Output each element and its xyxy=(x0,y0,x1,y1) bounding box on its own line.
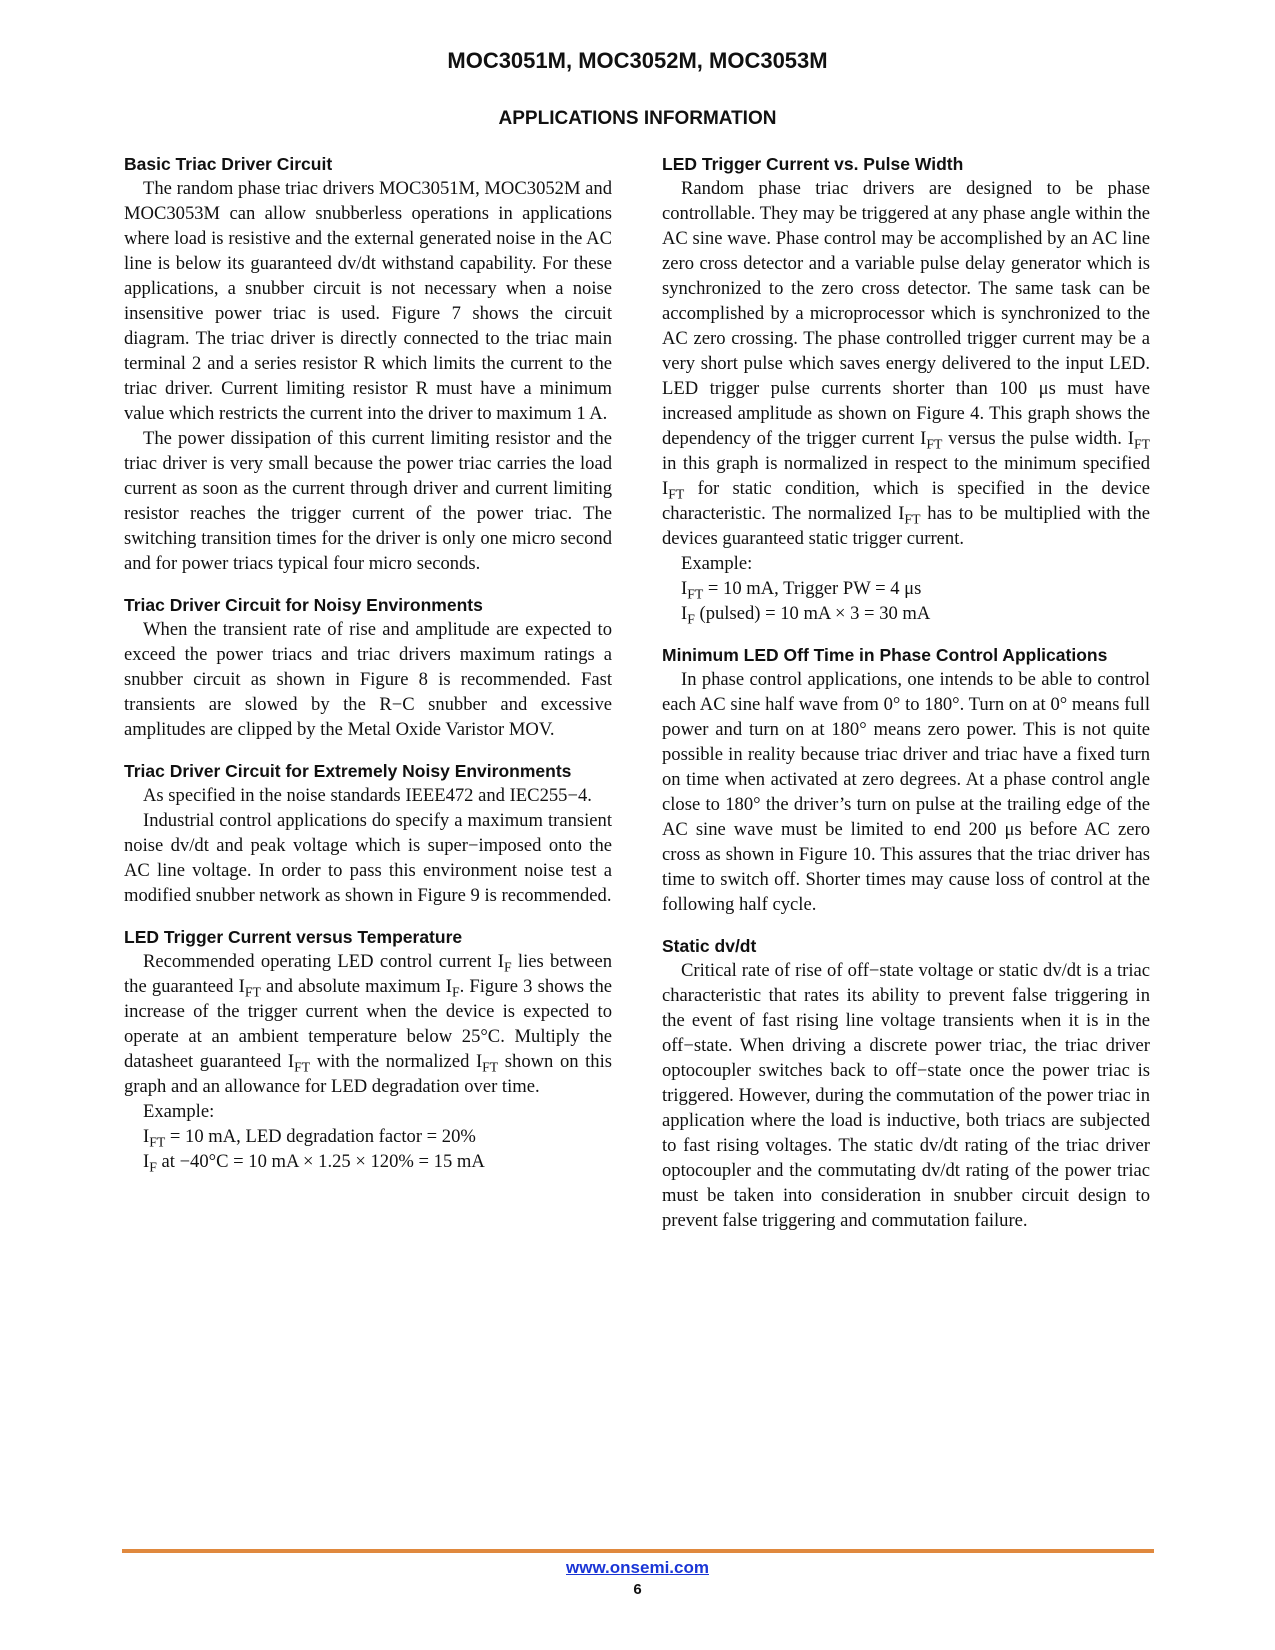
section-title: APPLICATIONS INFORMATION xyxy=(498,108,777,129)
heading-static-dvdt: Static dv/dt xyxy=(662,936,757,956)
example-equation: $I_{FT} = 10$ mA, LED degradation factor = 20% xyxy=(143,1126,476,1150)
page-number: 6 xyxy=(633,1581,642,1598)
heading-minimum-led-off-time: Minimum LED Off Time in Phase Control Applications xyxy=(662,645,1108,665)
paragraph: As specified in the noise standards IEEE472 and IEC255−4. xyxy=(143,785,592,806)
section-basic-triac-driver xyxy=(124,152,612,576)
heading-led-trigger-vs-temperature: LED Trigger Current versus Temperature xyxy=(124,927,463,947)
section-led-trigger-vs-pulse-width xyxy=(662,152,1150,626)
left-column xyxy=(124,152,612,1191)
paragraph: Industrial control applications do specify a maximum transient noise dv/dt and peak voltage which is super−imposed onto the AC line voltage. In order to pass this environment noise test a modified snubber network as shown in Figure 9 is recommended. xyxy=(124,810,612,906)
section-static-dvdt xyxy=(662,934,1150,1233)
paragraph: Critical rate of rise of off−state voltage or static dv/dt is a triac characteristic that rates its ability to prevent false triggering in the event of fast rising line voltage transients when it is in the off−state. When driving a discrete power triac, the triac driver optocoupler switches back to off−state once the power triac is triggered. However, during the commutation of the power triac in application where the load is inductive, both triacs are subjected to fast rising voltages. The static dv/dt rating of the triac driver optocoupler and the commutating dv/dt rating of the power triac must be taken into consideration in snubber circuit design to prevent false triggering and commutation failure. xyxy=(662,960,1150,1231)
heading-led-trigger-vs-pulse-width: LED Trigger Current vs. Pulse Width xyxy=(662,154,964,174)
paragraph: Recommended operating LED control current $I_F$ lies between the guaranteed $I_{FT}$ and absolute maximum $I_F$. Figure 3 shows the increase of the trigger current when the device is expected to operate at an ambient temperature below 25°C. Multiply the datasheet guaranteed $I_{FT}$ with the normalized $I_{FT}$ shown on this graph and an allowance for LED degradation over time. xyxy=(124,951,612,1097)
example-label: Example: xyxy=(681,553,753,574)
heading-noisy-environments: Triac Driver Circuit for Noisy Environments xyxy=(124,595,483,615)
right-column xyxy=(662,152,1150,1250)
section-led-trigger-vs-temperature xyxy=(124,925,612,1174)
document-title: MOC3051M, MOC3052M, MOC3053M xyxy=(447,48,828,73)
example-equation: $I_F$ at −40°C = 10 mA × 1.25 × 120% = 15 mA xyxy=(143,1151,485,1175)
paragraph: The power dissipation of this current limiting resistor and the triac driver is very small because the power triac carries the load current as soon as the current through driver and current limiting resistor reaches the trigger current of the power triac. The switching transition times for the driver is only one micro second and for power triacs typical four micro seconds. xyxy=(124,428,612,574)
heading-basic-triac-driver: Basic Triac Driver Circuit xyxy=(124,154,333,174)
paragraph: The random phase triac drivers MOC3051M, MOC3052M and MOC3053M can allow snubberless operations in applications where load is resistive and the external generated noise in the AC line is below its guaranteed dv/dt withstand capability. For these applications, a snubber circuit is not necessary when a noise insensitive power triac is used. Figure 7 shows the circuit diagram. The triac driver is directly connected to the triac main terminal 2 and a series resistor R which limits the current to the triac driver. Current limiting resistor R must have a minimum value which restricts the current into the driver to maximum 1 A. xyxy=(124,178,612,424)
footer-website xyxy=(0,1558,1275,1578)
paragraph: Random phase triac drivers are designed to be phase controllable. They may be triggered at any phase angle within the AC sine wave. Phase control may be accomplished by an AC line zero cross detector and a variable pulse delay generator which is synchronized to the zero cross detector. The same task can be accomplished by a microprocessor which is synchronized to the AC zero crossing. The phase controlled trigger current may be a very short pulse which saves energy delivered to the input LED. LED trigger pulse currents shorter than 100 μs must have increased amplitude as shown on Figure 4. This graph shows the dependency of the trigger current $I_{FT}$ versus the pulse width. $I_{FT}$ in this graph is normalized in respect to the minimum specified $I_{FT}$ for static condition, which is specified in the device characteristic. The normalized $I_{FT}$ has to be multiplied with the devices guaranteed static trigger current. xyxy=(662,178,1151,549)
example-equation: $I_{FT} = 10$ mA, Trigger PW = 4 μs xyxy=(681,578,922,602)
paragraph: When the transient rate of rise and amplitude are expected to exceed the power triacs and triac drivers maximum ratings a snubber circuit as shown in Figure 8 is recommended. Fast transients are slowed by the R−C snubber and excessive amplitudes are clipped by the Metal Oxide Varistor MOV. xyxy=(124,619,612,740)
website-link[interactable]: www.onsemi.com xyxy=(566,1558,709,1577)
section-noisy-environments xyxy=(124,593,612,742)
section-minimum-led-off-time xyxy=(662,643,1150,917)
section-extremely-noisy-environments xyxy=(124,759,612,908)
example-equation: $I_F$ (pulsed) = 10 mA × 3 = 30 mA xyxy=(681,603,931,627)
heading-extremely-noisy-environments: Triac Driver Circuit for Extremely Noisy Environments xyxy=(124,761,572,781)
footer-divider xyxy=(122,1549,1154,1553)
example-label: Example: xyxy=(143,1101,215,1122)
paragraph: In phase control applications, one intends to be able to control each AC sine half wave from 0° to 180°. Turn on at 0° means full power and turn on at 180° means zero power. This is not quite possible in reality because triac driver and triac have a fixed turn on time when activated at zero degrees. At a phase control angle close to 180° the driver’s turn on pulse at the trailing edge of the AC sine wave must be limited to end 200 μs before AC zero cross as shown in Figure 10. This assures that the triac driver has time to switch off. Shorter times may cause loss of control at the following half cycle. xyxy=(662,669,1150,915)
